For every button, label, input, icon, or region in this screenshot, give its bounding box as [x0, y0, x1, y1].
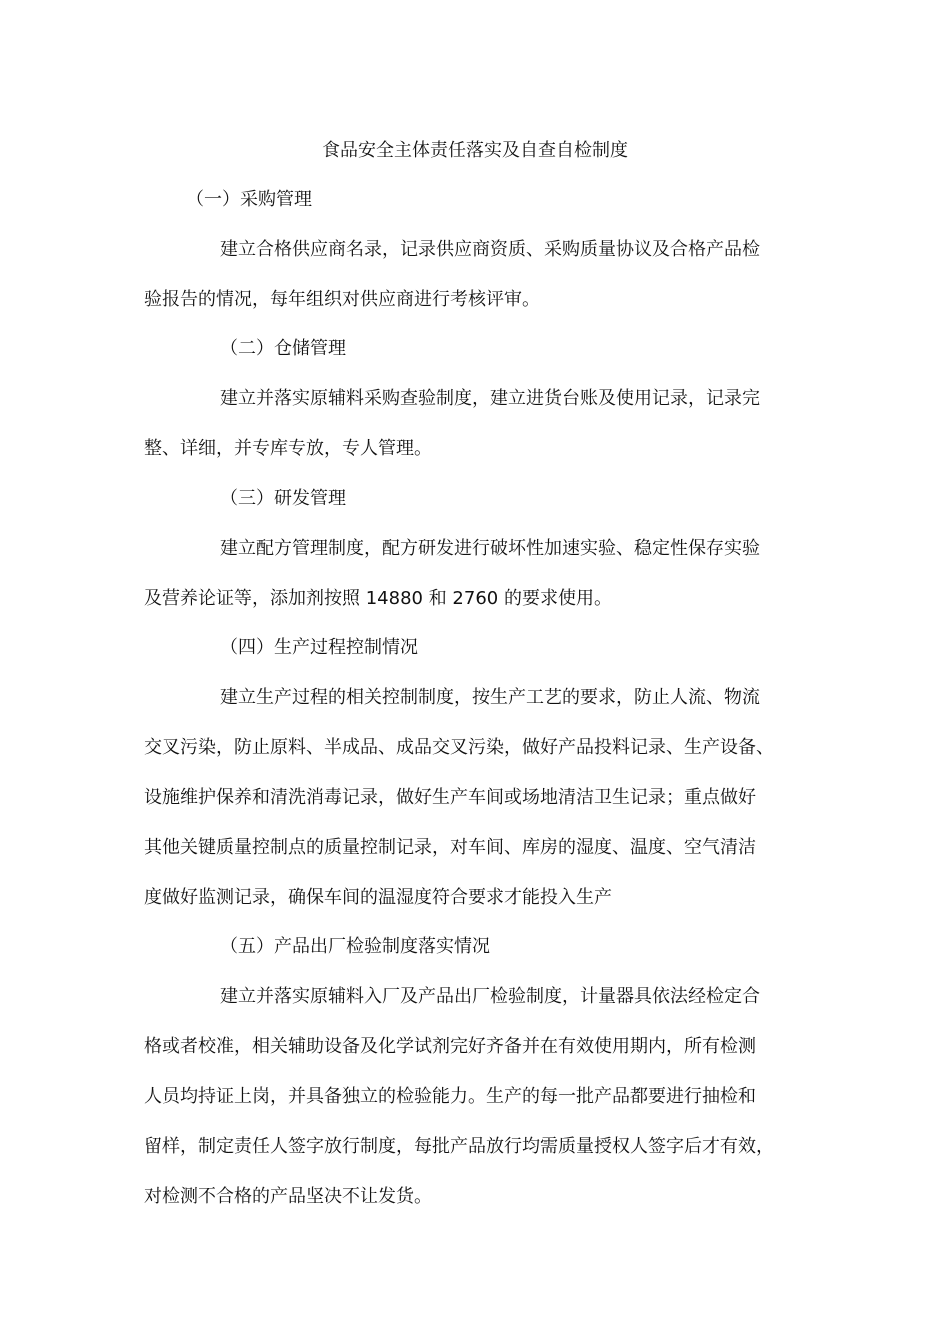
section-body-rnd	[144, 524, 808, 624]
section-body-production	[144, 673, 808, 923]
section-heading-rnd: （三）研发管理	[220, 488, 346, 509]
paragraph-line: 度做好监测记录，确保车间的温湿度符合要求才能投入生产	[144, 887, 612, 908]
document-title: 食品安全主体责任落实及自查自检制度	[322, 140, 628, 161]
paragraph-line: 建立并落实原辅料采购查验制度，建立进货台账及使用记录，记录完	[220, 388, 760, 409]
section-heading-storage: （二）仓储管理	[220, 338, 346, 359]
paragraph-line: 设施维护保养和清洗消毒记录，做好生产车间或场地清洁卫生记录；重点做好	[144, 787, 756, 808]
paragraph-line: 格或者校准，相关辅助设备及化学试剂完好齐备并在有效使用期内，所有检测	[144, 1036, 756, 1057]
paragraph-line: 交叉污染，防止原料、半成品、成品交叉污染，做好产品投料记录、生产设备、	[144, 737, 774, 758]
section-heading-production: （四）生产过程控制情况	[220, 637, 418, 658]
paragraph-line: 及营养论证等，添加剂按照 14880 和 2760 的要求使用。	[144, 588, 612, 609]
paragraph-line: 对检测不合格的产品坚决不让发货。	[144, 1186, 432, 1207]
paragraph-line: 整、详细，并专库专放，专人管理。	[144, 438, 432, 459]
paragraph-line: 建立并落实原辅料入厂及产品出厂检验制度，计量器具依法经检定合	[220, 986, 760, 1007]
paragraph-line: 其他关键质量控制点的质量控制记录，对车间、库房的湿度、温度、空气清洁	[144, 837, 756, 858]
paragraph-line: 人员均持证上岗，并具备独立的检验能力。生产的每一批产品都要进行抽检和	[144, 1086, 756, 1107]
paragraph-line: 验报告的情况，每年组织对供应商进行考核评审。	[144, 289, 540, 310]
paragraph-line: 建立合格供应商名录，记录供应商资质、采购质量协议及合格产品检	[220, 239, 760, 260]
section-heading-inspection: （五）产品出厂检验制度落实情况	[220, 936, 490, 957]
paragraph-line: 建立配方管理制度，配方研发进行破坏性加速实验、稳定性保存实验	[220, 538, 760, 559]
section-body-inspection	[144, 972, 808, 1222]
section-body-storage	[144, 374, 808, 474]
section-body-procurement	[144, 225, 808, 325]
paragraph-line: 建立生产过程的相关控制制度，按生产工艺的要求，防止人流、物流	[220, 687, 760, 708]
section-heading-procurement: （一）采购管理	[186, 189, 312, 210]
paragraph-line: 留样，制定责任人签字放行制度，每批产品放行均需质量授权人签字后才有效，	[144, 1136, 774, 1157]
